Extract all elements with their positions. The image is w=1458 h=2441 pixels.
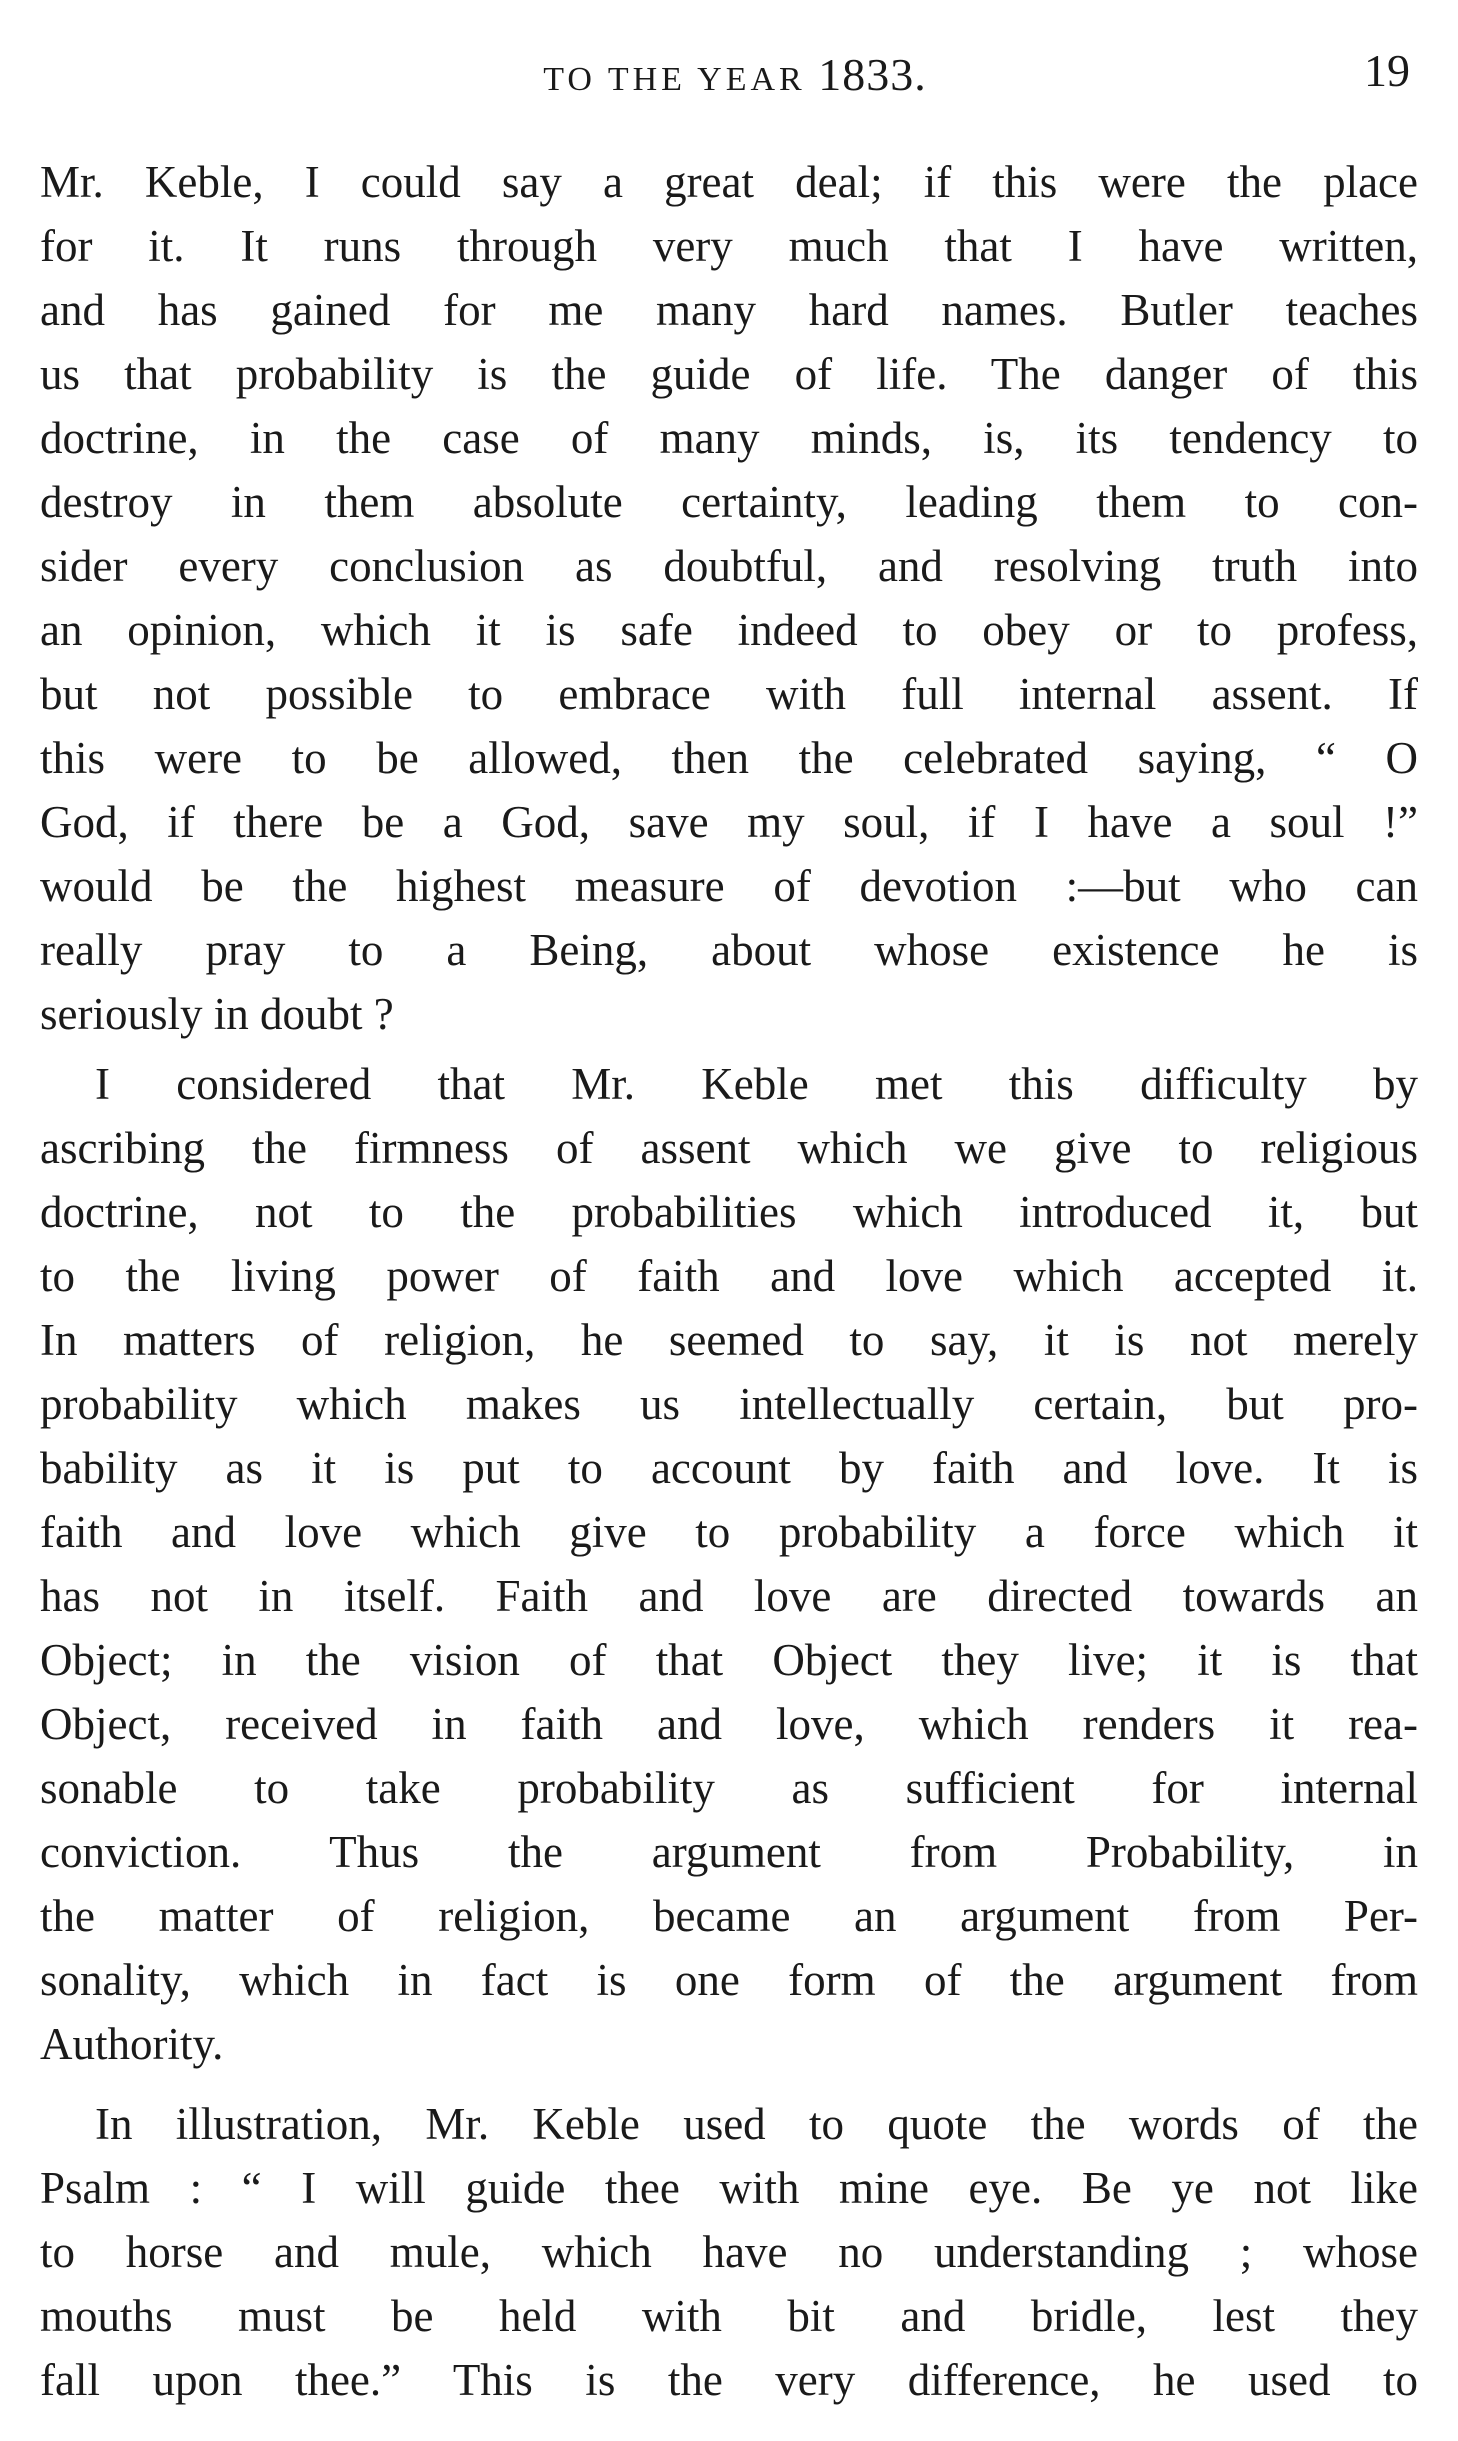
text-line: doctrine, in the case of many minds, is, its tendency to bbox=[40, 413, 1418, 463]
text-line: God, if there be a God, save my soul, if I have a soul !” bbox=[40, 797, 1418, 847]
text-line: Object, received in faith and love, which renders it rea- bbox=[40, 1699, 1418, 1749]
body-text bbox=[40, 150, 1418, 2412]
text-line: for it. It runs through very much that I have written, bbox=[40, 221, 1418, 271]
text-line: I considered that Mr. Keble met this difficulty by bbox=[95, 1059, 1418, 1109]
text-line: and has gained for me many hard names. Butler teaches bbox=[40, 285, 1418, 335]
running-head bbox=[40, 48, 1430, 101]
text-line: mouths must be held with bit and bridle, lest they bbox=[40, 2291, 1418, 2341]
paragraph-spacer bbox=[40, 2076, 1418, 2092]
text-line: Mr. Keble, I could say a great deal; if this were the place bbox=[40, 157, 1418, 207]
text-line: ascribing the firmness of assent which we give to religious bbox=[40, 1123, 1418, 1173]
text-line: seriously in doubt ? bbox=[40, 989, 394, 1039]
text-line: sonable to take probability as sufficient for internal bbox=[40, 1763, 1418, 1813]
text-line: sider every conclusion as doubtful, and resolving truth into bbox=[40, 541, 1418, 591]
text-line: but not possible to embrace with full internal assent. If bbox=[40, 669, 1418, 719]
text-line: doctrine, not to the probabilities which introduced it, but bbox=[40, 1187, 1418, 1237]
text-line: bability as it is put to account by faith and love. It is bbox=[40, 1443, 1418, 1493]
text-line: Authority. bbox=[40, 2019, 224, 2069]
text-line: the matter of religion, became an argument from Per- bbox=[40, 1891, 1418, 1941]
text-line: this were to be allowed, then the celebrated saying, “ O bbox=[40, 733, 1418, 783]
text-line: would be the highest measure of devotion :—but who can bbox=[40, 861, 1418, 911]
text-line: conviction. Thus the argument from Probability, in bbox=[40, 1827, 1418, 1877]
paragraph-3 bbox=[40, 2092, 1418, 2412]
page-number: 19 bbox=[1364, 45, 1410, 96]
text-line: really pray to a Being, about whose existence he is bbox=[40, 925, 1418, 975]
text-line: sonality, which in fact is one form of the argument from bbox=[40, 1955, 1418, 2005]
text-line: us that probability is the guide of life. The danger of this bbox=[40, 349, 1418, 399]
paragraph-2 bbox=[40, 1052, 1418, 2076]
text-line: has not in itself. Faith and love are directed towards an bbox=[40, 1571, 1418, 1621]
text-line: destroy in them absolute certainty, leading them to con- bbox=[40, 477, 1418, 527]
page-header bbox=[40, 38, 1430, 108]
text-line: to the living power of faith and love which accepted it. bbox=[40, 1251, 1418, 1301]
running-head-title: TO THE YEAR bbox=[543, 61, 806, 98]
text-line: to horse and mule, which have no understanding ; whose bbox=[40, 2227, 1418, 2277]
text-line: Psalm : “ I will guide thee with mine eye. Be ye not like bbox=[40, 2163, 1418, 2213]
text-line: In illustration, Mr. Keble used to quote the words of the bbox=[95, 2099, 1418, 2149]
paragraph-1 bbox=[40, 150, 1418, 1046]
text-line: In matters of religion, he seemed to say, it is not merely bbox=[40, 1315, 1418, 1365]
running-head-year: 1833. bbox=[818, 49, 927, 100]
text-line: Object; in the vision of that Object they live; it is that bbox=[40, 1635, 1418, 1685]
text-line: probability which makes us intellectually certain, but pro- bbox=[40, 1379, 1418, 1429]
text-line: faith and love which give to probability a force which it bbox=[40, 1507, 1418, 1557]
text-line: an opinion, which it is safe indeed to obey or to profess, bbox=[40, 605, 1418, 655]
text-line: fall upon thee.” This is the very difference, he used to bbox=[40, 2355, 1418, 2405]
